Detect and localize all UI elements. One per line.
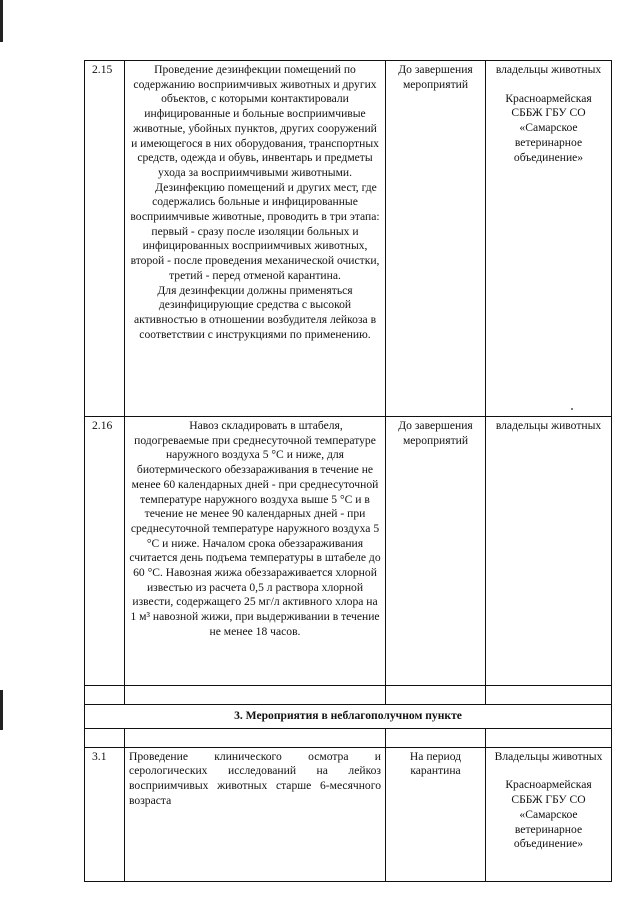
task-paragraph: Навоз складировать в штабеля, подогреваемые при среднесуточной температуре наружного воздуха 5 °С и ниже, для биотермического обеззараживания в течение не менее 60 календарных дней - при среднесуточной температуре наружного воздуха выше 5 °С и в течение не менее 90 календарных дней - при среднесуточной температуре наружного воздуха 5 °С и ниже. Началом срока обеззараживания считается день подъема температуры в штабеле до 60 °С. Навозная жижа обеззараживается хлорной известью из расчета 0,5 л раствора хлорной извести, содержащего 25 мг/л активного хлора на 1 м³ навозной жижи, при выдерживании в течение не менее 18 часов. [129,419,381,638]
task-paragraph: Проведение клинического осмотра и серологических исследований на лейкоз восприимчивых животных старше 6-месячного возраста [129,749,381,807]
term-cell: На период карантина [386,747,486,881]
scan-speck [571,408,573,410]
measures-table [84,60,612,882]
task-paragraph: Проведение дезинфекции помещений по содержанию восприимчивых животных и других объектов, с которыми контактировали инфицированные и больные восприимчивые животные, убойных пунктов, других сооружений и имеющегося в них оборудования, транспортных средств, одежда и обувь, инвентарь и предметы ухода за восприимчивыми животными. [131,63,379,179]
row-number: 2.16 [85,417,125,686]
term-cell: До завершения мероприятий [386,417,486,686]
binding-mark-top [0,0,3,42]
section-heading: 3. Мероприятия в неблагополучном пункте [85,705,612,729]
binding-mark-bottom [0,690,3,730]
responsible-vet-station: Красноармейская СББЖ ГБУ СО «Самарское ветеринарное объединение» [505,91,592,164]
task-cell [125,61,386,417]
task-cell [125,417,386,686]
responsible-owners: владельцы животных [495,63,602,76]
table-row-2-16 [85,417,612,686]
responsible-cell [486,61,612,417]
task-cell [125,747,386,881]
table-row-3-1 [85,747,612,881]
task-paragraph: Дезинфекцию помещений и других мест, где содержались больные и инфицированные восприимчивые животные, проводить в три этапа: первый - сразу после изоляции больных и инфицированных восприимчивых животных, второй - после проведения механической очистки, третий - перед отменой карантина. [130,180,380,282]
table-row-2-15 [85,61,612,417]
table-row-spacer [85,686,612,705]
responsible-owners: Владельцы животных [494,749,603,763]
row-number: 3.1 [85,747,125,881]
task-paragraph: Для дезинфекции должны применяться дезинфицирующие средства с высокой активностью в отношении возбудителя лейкоза в соответствии с инструкциями по применению. [133,283,377,341]
responsible-cell: владельцы животных [486,417,612,686]
section-heading-row [85,705,612,729]
table-row-spacer [85,728,612,747]
term-cell: До завершения мероприятий [386,61,486,417]
row-number: 2.15 [85,61,125,417]
responsible-cell [486,747,612,881]
responsible-vet-station: Красноармейская СББЖ ГБУ СО «Самарское ветеринарное объединение» [505,778,592,851]
